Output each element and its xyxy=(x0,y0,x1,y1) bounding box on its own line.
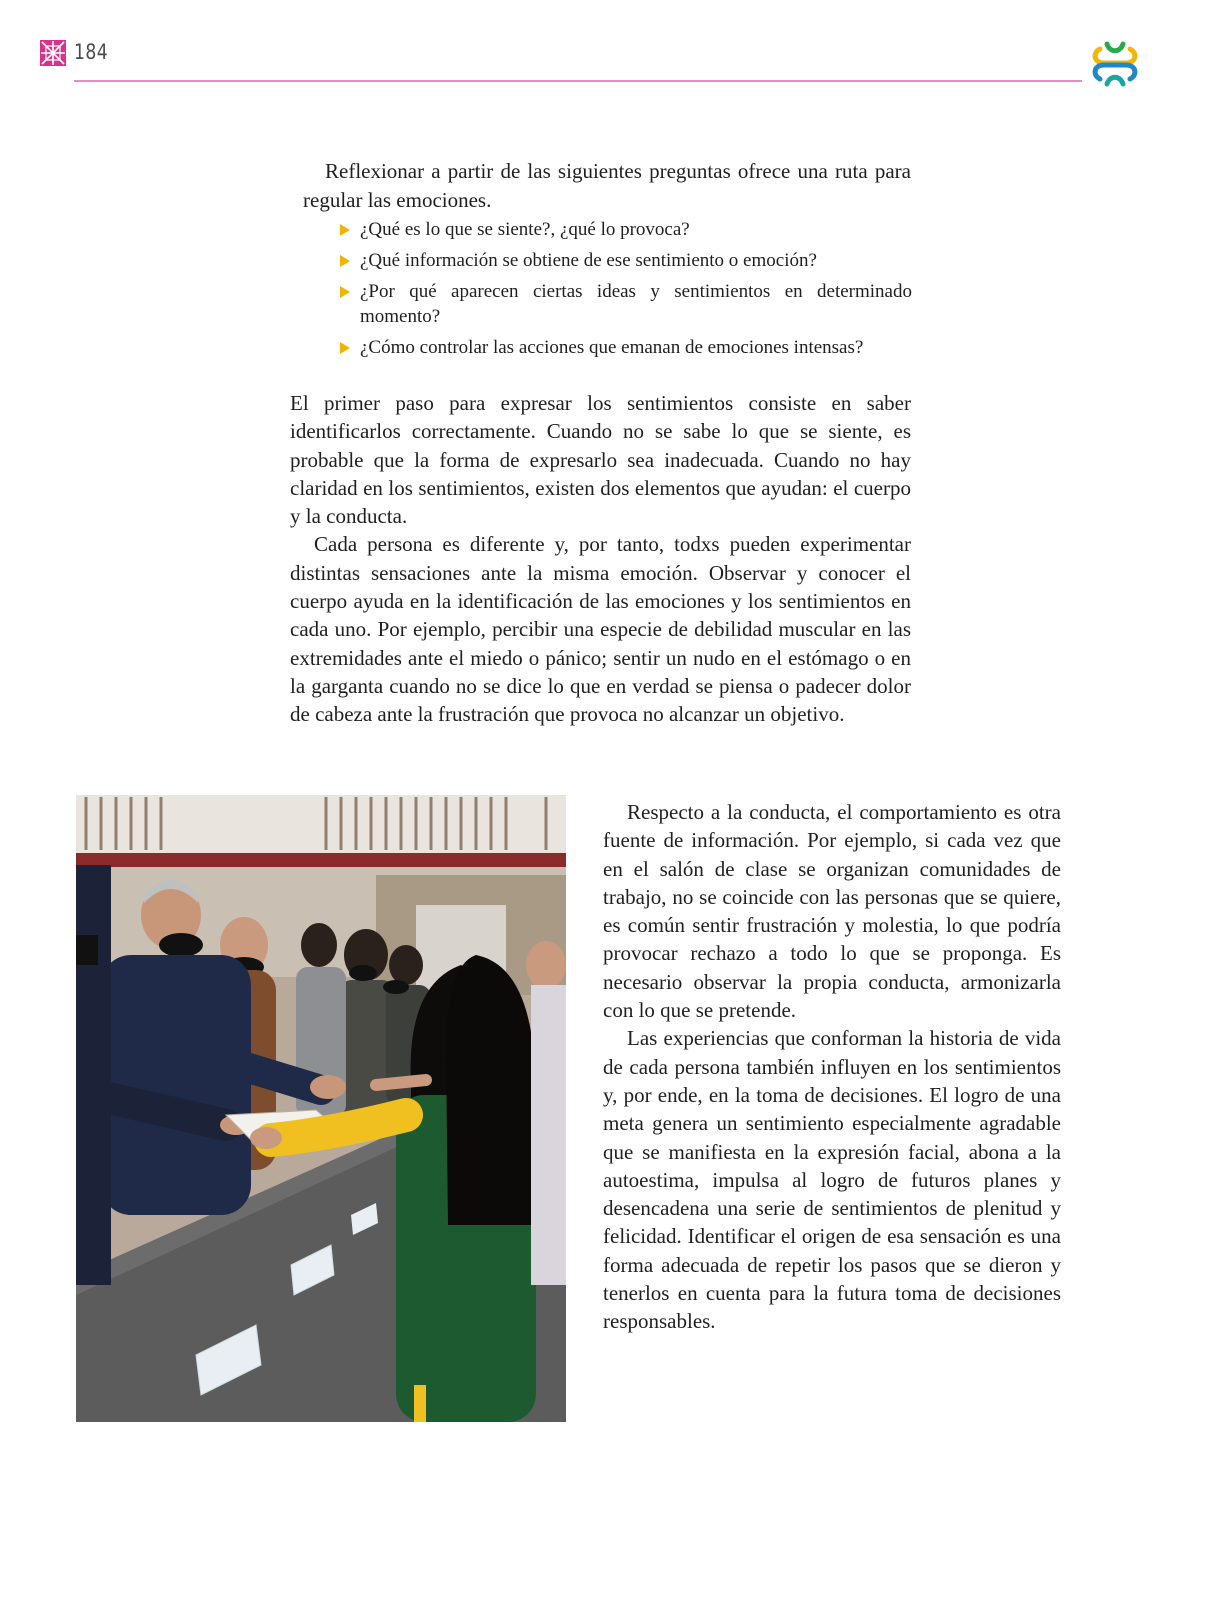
list-item xyxy=(340,279,912,329)
body-text-upper xyxy=(290,389,911,729)
question-text: ¿Por qué aparecen ciertas ideas y sentimientos en determinado momento? xyxy=(360,281,912,327)
list-item xyxy=(340,248,912,273)
question-text: ¿Qué es lo que se siente?, ¿qué lo provoca? xyxy=(360,219,690,240)
triangle-bullet-icon xyxy=(340,224,350,236)
triangle-bullet-icon xyxy=(340,342,350,354)
body-text-lower xyxy=(603,798,1061,1336)
question-text: ¿Cómo controlar las acciones que emanan de emociones intensas? xyxy=(360,337,864,358)
question-text: ¿Qué información se obtiene de ese sentimiento o emoción? xyxy=(360,250,817,271)
body-paragraph: El primer paso para expresar los sentimientos consiste en saber identificarlos correctamente. Cuando no se sabe lo que se siente, es probable que la forma de expresarlo sea inadecuada. Cuando no hay claridad en los sentimientos, existen dos elementos que ayudan: el cuerpo y la conducta. xyxy=(290,391,911,529)
ceremony-photo xyxy=(76,795,566,1422)
pink-knot-ornament-icon xyxy=(40,40,66,66)
body-paragraph: Las experiencias que conforman la historia de vida de cada persona también influyen en los sentimientos y, por ende, en la toma de decisiones. El logro de una meta genera un sentimiento especialmente agradable que se manifiesta en la expresión facial, abona a la autoestima, impulsa al logro de futuros planes y desencadena una serie de sentimientos de plenitud y felicidad. Identificar el origen de esa sensación es una forma adecuada de repetir los pasos que se dieron y tenerlos en cuenta para la futura toma de decisiones responsables. xyxy=(603,1026,1061,1334)
triangle-bullet-icon xyxy=(340,255,350,267)
question-list xyxy=(340,217,912,366)
header-divider xyxy=(74,80,1082,82)
photo-illustration xyxy=(76,795,566,1422)
body-paragraph: Respecto a la conducta, el comportamiento es otra fuente de información. Por ejemplo, si cada vez que en el salón de clase se organizan comunidades de trabajo, no se coincide con las personas que se quiere, es común sentir frustración y molestia, lo que podría provocar rechazo a todo lo que se proponga. Es necesario observar la propia conducta, armonizarla con lo que se pretende. xyxy=(603,800,1061,1023)
list-item xyxy=(340,335,912,360)
list-item xyxy=(340,217,912,242)
colorful-knot-logo-icon xyxy=(1090,39,1140,89)
triangle-bullet-icon xyxy=(340,286,350,298)
intro-paragraph: Reflexionar a partir de las siguientes preguntas ofrece una ruta para regular las emociones. xyxy=(303,159,911,212)
body-paragraph: Cada persona es diferente y, por tanto, todxs pueden experimentar distintas sensaciones ante la misma emoción. Observar y conocer el cuerpo ayuda en la identificación de las emociones y los sentimientos en cada uno. Por ejemplo, percibir una especie de debilidad muscular en las extremidades ante el miedo o pánico; sentir un nudo en el estómago o en la garganta cuando no se dice lo que en verdad se piensa o padecer dolor de cabeza ante la frustración que provoca no alcanzar un objetivo. xyxy=(290,532,911,727)
page-number: 184 xyxy=(74,40,109,64)
intro-text xyxy=(303,157,911,215)
